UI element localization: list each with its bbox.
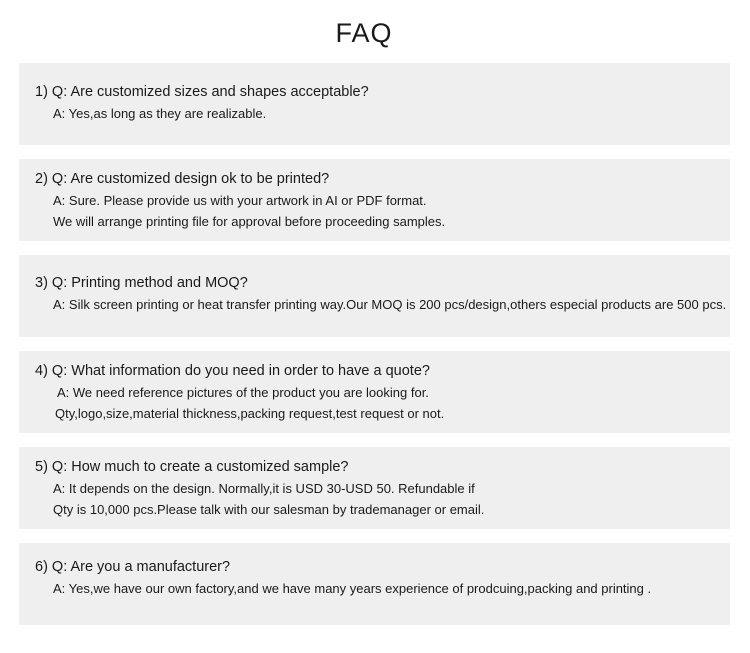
faq-answer-line: A: Yes,as long as they are realizable. [53, 106, 267, 121]
faq-item-2 [19, 159, 730, 241]
faq-answer-line: We will arrange printing file for approval before proceeding samples. [53, 214, 446, 229]
faq-answer-line: A: We need reference pictures of the product you are looking for. [57, 385, 429, 400]
faq-answer-line: A: It depends on the design. Normally,it is USD 30-USD 50. Refundable if [53, 481, 475, 496]
faq-question: 6) Q: Are you a manufacturer? [35, 559, 231, 575]
faq-item-6 [19, 543, 730, 625]
faq-question: 4) Q: What information do you need in order to have a quote? [35, 363, 430, 379]
faq-question: 5) Q: How much to create a customized sample? [35, 459, 349, 475]
faq-answer-line: A: Yes,we have our own factory,and we have many years experience of prodcuing,packing and printing . [53, 581, 652, 596]
faq-answer-line: Qty is 10,000 pcs.Please talk with our salesman by trademanager or email. [53, 502, 485, 517]
faq-item-1 [19, 63, 730, 145]
faq-question: 2) Q: Are customized design ok to be printed? [35, 171, 330, 187]
faq-item-5 [19, 447, 730, 529]
faq-question: 3) Q: Printing method and MOQ? [35, 275, 248, 291]
faq-answer-line: A: Sure. Please provide us with your artwork in AI or PDF format. [53, 193, 427, 208]
faq-question: 1) Q: Are customized sizes and shapes acceptable? [35, 84, 369, 100]
faq-answer-line: A: Silk screen printing or heat transfer printing way.Our MOQ is 200 pcs/design,others especial products are 500 pcs. [53, 297, 727, 312]
faq-item-4 [19, 351, 730, 433]
faq-answer-line: Qty,logo,size,material thickness,packing request,test request or not. [55, 406, 445, 421]
faq-item-3 [19, 255, 730, 337]
page-title: FAQ [335, 18, 393, 48]
